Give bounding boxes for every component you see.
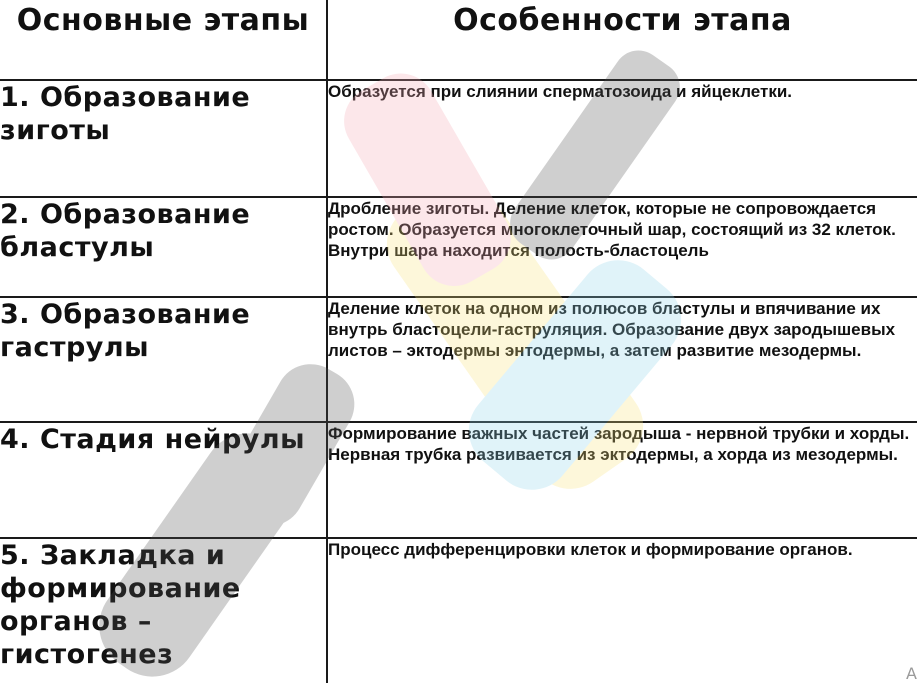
description-cell: Дробление зиготы. Деление клеток, которые не сопровождается ростом. Образуется многоклеточный шар, состоящий из 32 клеток. Внутри шара находится полость-бластоцель [327, 197, 917, 297]
stage-cell: 2. Образование бластулы [0, 197, 327, 297]
header-stages: Основные этапы [0, 0, 327, 80]
description-cell: Формирование важных частей зародыша - нервной трубки и хорды. Нервная трубка развивается из эктодермы, а хорда из мезодермы. [327, 422, 917, 538]
header-features: Особенности этапа [327, 0, 917, 80]
table-row [0, 422, 917, 538]
description-cell: Образуется при слиянии сперматозоида и яйцеклетки. [327, 80, 917, 197]
table-row [0, 538, 917, 683]
header-row [0, 0, 917, 80]
stage-cell: 4. Стадия нейрулы [0, 422, 327, 538]
table-row [0, 80, 917, 197]
description-cell: Процесс дифференцировки клеток и формирование органов. [327, 538, 917, 683]
description-cell: Деление клеток на одном из полюсов бластулы и впячивание их внутрь бластоцели-гаструляция. Образование двух зародышевых листов – эктодермы энтодермы, а затем развитие мезодермы. [327, 297, 917, 422]
stage-cell: 1. Образование зиготы [0, 80, 327, 197]
corner-mark: A [906, 664, 917, 683]
stage-cell: 3. Образование гаструлы [0, 297, 327, 422]
stage-cell: 5. Закладка и формирование органов – гистогенез [0, 538, 327, 683]
table-row [0, 297, 917, 422]
table-row [0, 197, 917, 297]
